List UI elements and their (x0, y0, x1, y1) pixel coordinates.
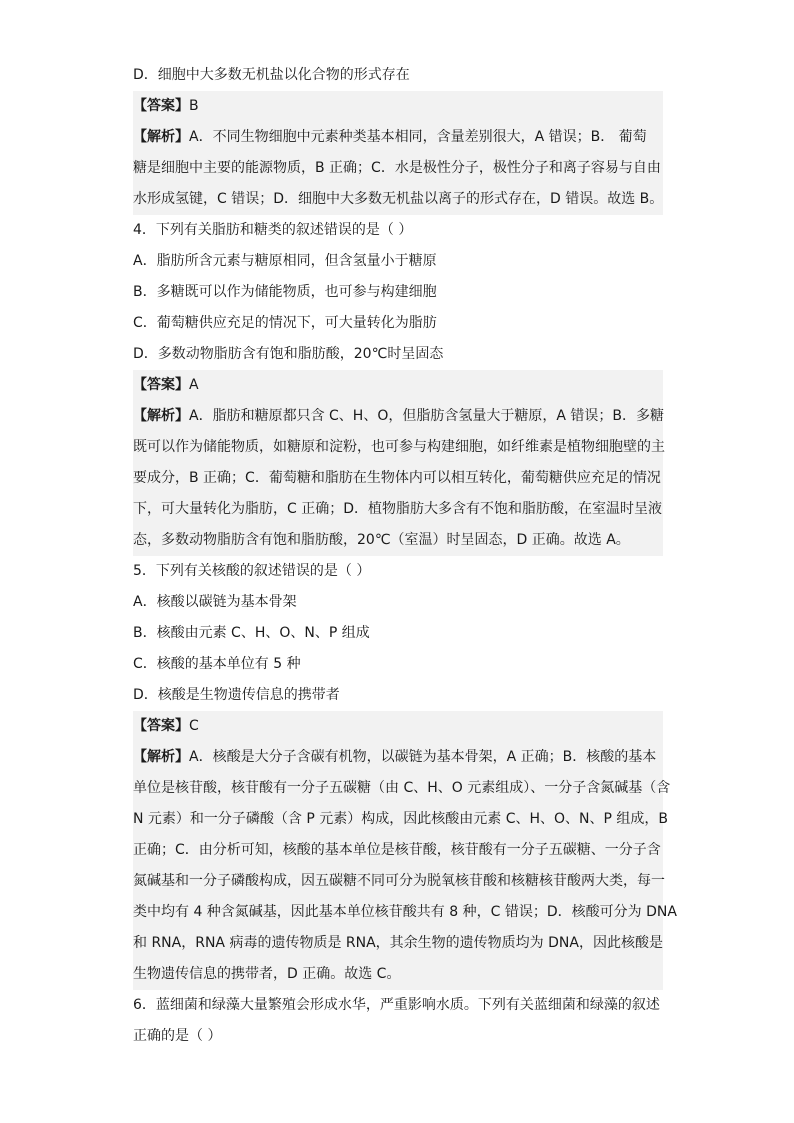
analysis-line (133, 153, 663, 184)
analysis-line (133, 525, 663, 556)
answer-line (133, 91, 663, 122)
analysis-text: A．核酸是大分子含碳有机物，以碳链为基本骨架，A 正确；B．核酸的基本 (189, 749, 657, 765)
analysis-text: 下，可大量转化为脂肪，C 正确；D．植物脂肪大多含有不饱和脂肪酸，在室温时呈液 (133, 501, 663, 517)
answer-tag: 【答案】 (133, 718, 189, 734)
analysis-line (133, 122, 663, 153)
analysis-line (133, 835, 663, 866)
analysis-tag: 【解析】 (133, 129, 189, 145)
analysis-line (133, 928, 663, 959)
analysis-text: 既可以作为储能物质，如糖原和淀粉，也可参与构建细胞，如纤维素是植物细胞壁的主 (133, 439, 665, 455)
answer-tag: 【答案】 (133, 377, 189, 393)
analysis-line (133, 494, 663, 525)
option-line: D．核酸是生物遗传信息的携带者 (133, 687, 340, 703)
analysis-line (133, 401, 663, 432)
analysis-line (133, 773, 671, 804)
option-line: C．核酸的基本单位有 5 种 (133, 656, 301, 672)
option-line: A．脂肪所含元素与糖原相同，但含氢量小于糖原 (133, 253, 437, 269)
analysis-line (133, 184, 663, 215)
answer-line (133, 711, 663, 742)
analysis-text: 正确；C．由分析可知，核酸的基本单位是核苷酸，核苷酸有一分子五碳糖、一分子含 (133, 842, 661, 858)
analysis-line (133, 866, 663, 897)
answer-value: C (189, 718, 199, 734)
analysis-text: 要成分，B 正确；C．葡萄糖和脂肪在生物体内可以相互转化，葡萄糖供应充足的情况 (133, 470, 661, 486)
analysis-tag: 【解析】 (133, 749, 189, 765)
analysis-line (133, 463, 663, 494)
analysis-text: 类中均有 4 种含氮碱基，因此基本单位核苷酸共有 8 种，C 错误；D．核酸可分为 DNA (133, 904, 677, 920)
analysis-tag: 【解析】 (133, 408, 189, 424)
answer-tag: 【答案】 (133, 98, 189, 114)
answer-value: A (189, 377, 199, 393)
answer-value: B (189, 98, 199, 114)
answer-line (133, 370, 663, 401)
analysis-text: 氮碱基和一分子磷酸构成，因五碳糖不同可分为脱氧核苷酸和核糖核苷酸两大类，每一 (133, 873, 665, 889)
document-content (133, 60, 677, 1052)
option-line: C．葡萄糖供应充足的情况下，可大量转化为脂肪 (133, 315, 437, 331)
question-stem-line: 正确的是（ ） (133, 1028, 222, 1044)
question-stem: 5．下列有关核酸的叙述错误的是（ ） (133, 563, 371, 579)
analysis-text: N 元素）和一分子磷酸（含 P 元素）构成，因此核酸由元素 C、H、O、N、P 组成，B (133, 811, 669, 827)
analysis-text: A．脂肪和糖原都只含 C、H、O，但脂肪含氢量大于糖原，A 错误；B．多糖 (189, 408, 664, 424)
option-line: D．细胞中大多数无机盐以化合物的形式存在 (133, 67, 410, 83)
analysis-text: 生物遗传信息的携带者，D 正确。故选 C。 (133, 966, 401, 982)
analysis-text: 态，多数动物脂肪含有饱和脂肪酸，20℃（室温）时呈固态，D 正确。故选 A。 (133, 532, 630, 548)
analysis-text: 水形成氢键，C 错误；D．细胞中大多数无机盐以离子的形式存在，D 错误。故选 B。 (133, 191, 664, 207)
analysis-line (133, 959, 663, 990)
analysis-line (133, 432, 663, 463)
question-stem: 4．下列有关脂肪和糖类的叙述错误的是（ ） (133, 222, 413, 238)
analysis-line (133, 897, 677, 928)
option-line: B．核酸由元素 C、H、O、N、P 组成 (133, 625, 370, 641)
analysis-text: 和 RNA，RNA 病毒的遗传物质是 RNA，其余生物的遗传物质均为 DNA，因此核酸是 (133, 935, 663, 951)
analysis-line (133, 804, 669, 835)
analysis-line (133, 742, 663, 773)
question-stem-line: 6．蓝细菌和绿藻大量繁殖会形成水华，严重影响水质。下列有关蓝细菌和绿藻的叙述 (133, 997, 660, 1013)
analysis-text: 单位是核苷酸，核苷酸有一分子五碳糖（由 C、H、O 元素组成）、一分子含氮碱基（含 (133, 780, 671, 796)
option-line: D．多数动物脂肪含有饱和脂肪酸，20℃时呈固态 (133, 346, 444, 362)
option-line: B．多糖既可以作为储能物质，也可参与构建细胞 (133, 284, 437, 300)
option-line: A．核酸以碳链为基本骨架 (133, 594, 297, 610)
analysis-text: A．不同生物细胞中元素种类基本相同，含量差别很大，A 错误；B． 葡萄 (189, 129, 647, 145)
analysis-text: 糖是细胞中主要的能源物质，B 正确；C．水是极性分子，极性分子和离子容易与自由 (133, 160, 661, 176)
